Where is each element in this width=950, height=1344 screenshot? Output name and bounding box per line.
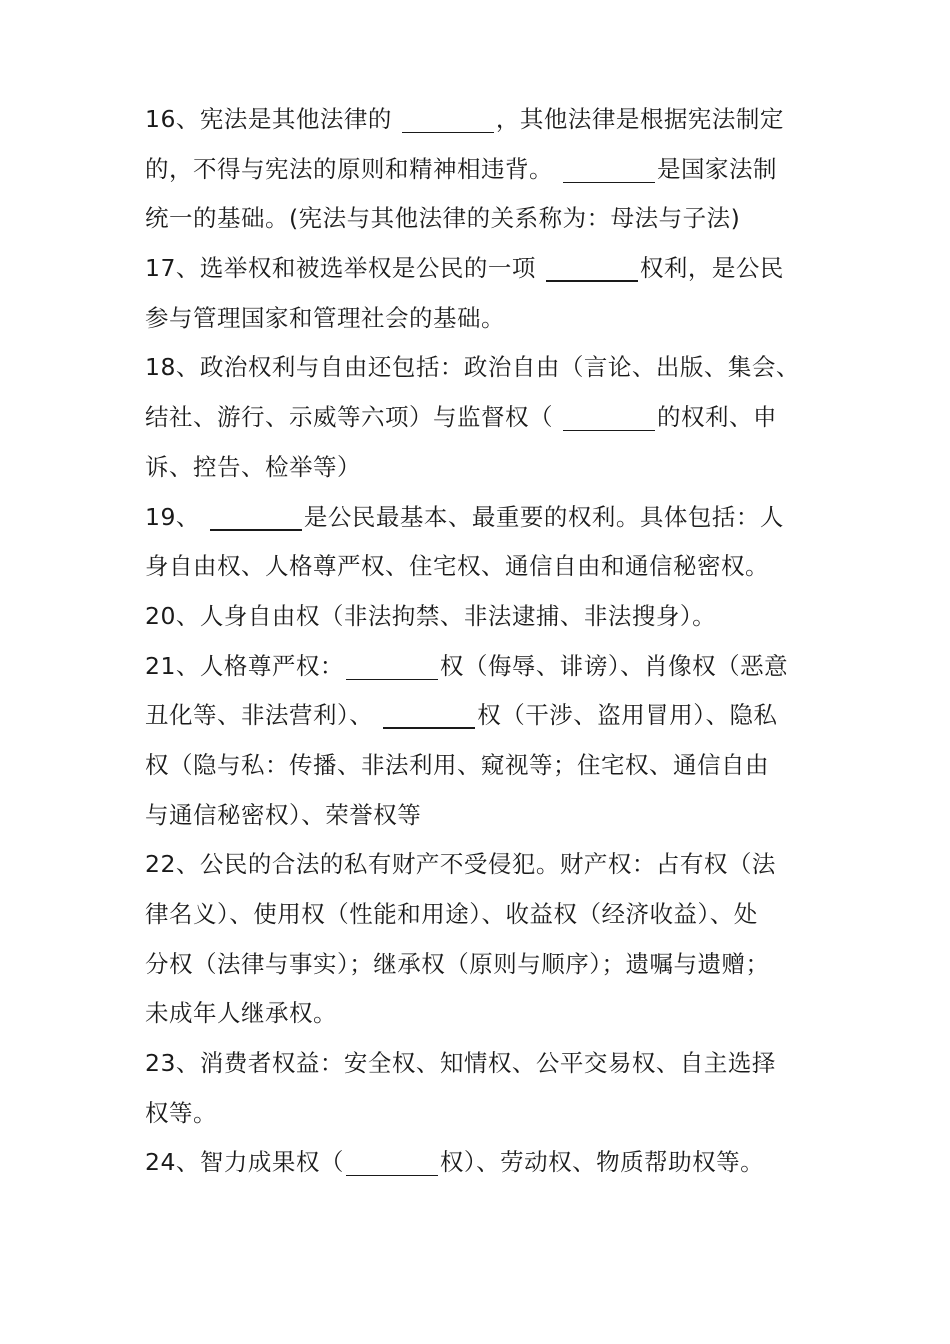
line-text: ，其他法律是根据宪法制定 <box>495 105 784 133</box>
line-text: 统一的基础。(宪法与其他法律的关系称为：母法与子法) <box>145 204 741 233</box>
fill-in-blank[interactable] <box>210 499 302 531</box>
question-item <box>145 343 807 492</box>
question-item <box>145 642 807 841</box>
text-line <box>145 1138 807 1188</box>
line-text: 丑化等、非法营利）、 <box>145 701 382 730</box>
line-text: 与通信秘密权）、荣誉权等 <box>145 800 422 829</box>
line-text: 诉、控告、检举等） <box>145 452 361 481</box>
text-line <box>145 443 807 493</box>
line-text: 20、人身自由权（非法拘禁、非法逮捕、非法搜身）。 <box>145 601 717 630</box>
line-text: 24、智力成果权（ <box>145 1148 344 1177</box>
line-text: 权利，是公民 <box>639 254 784 283</box>
line-text: 17、选举权和被选举权是公民的一项 <box>145 254 544 283</box>
fill-in-blank[interactable] <box>383 697 475 729</box>
line-text: 未成年人继承权。 <box>145 999 337 1028</box>
text-line <box>145 393 807 443</box>
line-text: 分权（法律与事实）；继承权（原则与顺序）；遗嘱与遗赠； <box>145 949 770 978</box>
text-line <box>145 1089 807 1139</box>
text-line <box>145 890 807 940</box>
question-item <box>145 1039 807 1138</box>
question-item <box>145 1138 807 1188</box>
fill-in-blank[interactable] <box>563 152 655 183</box>
question-item <box>145 840 807 1039</box>
text-line <box>145 741 807 791</box>
text-line <box>145 493 807 543</box>
text-line <box>145 294 807 344</box>
question-item <box>145 95 807 244</box>
text-line <box>145 840 807 890</box>
line-text: 权等。 <box>145 1098 217 1127</box>
line-text: 是国家法制 <box>656 154 777 183</box>
text-line <box>145 145 807 195</box>
line-text: 22、公民的合法的私有财产不受侵犯。财产权：占有权（法 <box>145 850 776 879</box>
line-text: 19、 <box>145 502 208 531</box>
text-line <box>145 95 807 145</box>
line-text: 权（干涉、盗用冒用）、隐私 <box>477 701 778 730</box>
text-line <box>145 989 807 1039</box>
question-item <box>145 592 807 642</box>
line-text: 的权利、申 <box>656 403 777 432</box>
text-line <box>145 343 807 393</box>
question-item <box>145 493 807 592</box>
fill-in-blank[interactable] <box>546 250 638 282</box>
line-text: 21、人格尊严权： <box>145 651 344 680</box>
fill-in-blank[interactable] <box>346 1145 438 1176</box>
fill-in-blank[interactable] <box>346 649 438 680</box>
line-text: 身自由权、人格尊严权、住宅权、通信自由和通信秘密权。 <box>145 552 769 581</box>
text-line <box>145 691 807 741</box>
text-line <box>145 642 807 692</box>
text-line <box>145 592 807 642</box>
text-line <box>145 542 807 592</box>
line-text: 参与管理国家和管理社会的基础。 <box>145 303 505 332</box>
line-text: 的，不得与宪法的原则和精神相违背。 <box>145 154 561 183</box>
text-line <box>145 244 807 294</box>
text-line <box>145 940 807 990</box>
text-line <box>145 791 807 841</box>
line-text: 权（隐与私：传播、非法利用、窥视等；住宅权、通信自由 <box>145 750 769 779</box>
line-text: 16、宪法是其他法律的 <box>145 105 400 133</box>
line-text: 权（侮辱、诽谤）、肖像权（恶意 <box>439 651 789 680</box>
line-text: 18、政治权利与自由还包括：政治自由（言论、出版、集会、 <box>145 353 800 382</box>
line-text: 结社、游行、示威等六项）与监督权（ <box>145 403 561 432</box>
text-line <box>145 194 807 244</box>
line-text: 权）、劳动权、物质帮助权等。 <box>439 1148 765 1177</box>
question-item <box>145 244 807 343</box>
line-text: 是公民最基本、最重要的权利。具体包括：人 <box>303 502 784 531</box>
line-text: 23、消费者权益：安全权、知情权、公平交易权、自主选择 <box>145 1049 776 1078</box>
fill-in-blank[interactable] <box>563 400 655 431</box>
document-body <box>145 95 807 1188</box>
fill-in-blank[interactable] <box>402 102 494 133</box>
text-line <box>145 1039 807 1089</box>
line-text: 律名义）、使用权（性能和用途）、收益权（经济收益）、处 <box>145 900 758 928</box>
